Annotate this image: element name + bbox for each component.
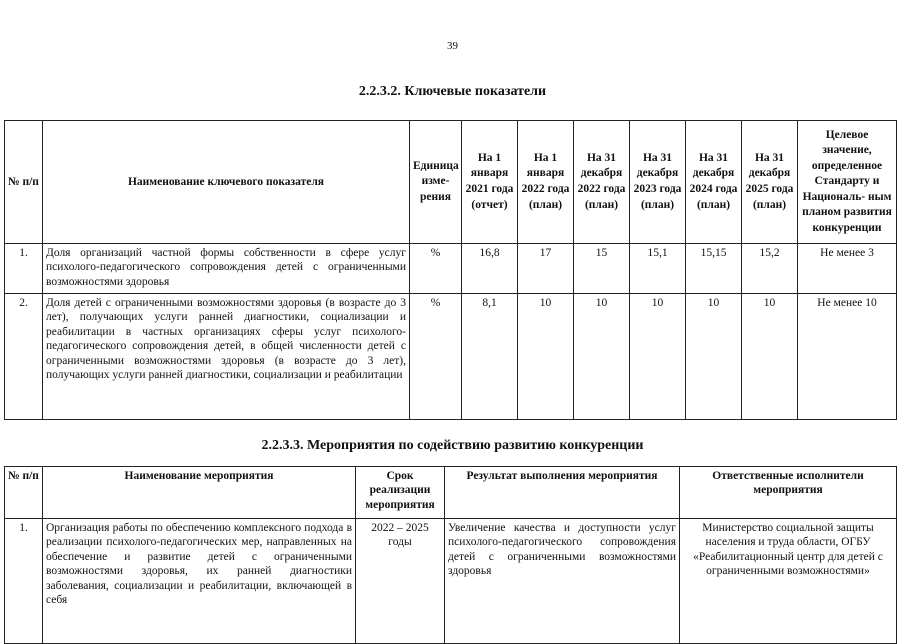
- table-header-row: [5, 467, 897, 519]
- value-2021: 16,8: [462, 244, 518, 294]
- table-row: [5, 244, 897, 294]
- term-cell: 2022 – 2025 годы: [356, 519, 445, 644]
- unit-cell: %: [410, 294, 462, 420]
- table-header-row: [5, 121, 897, 244]
- table-row: [5, 519, 897, 644]
- table-row: [5, 294, 897, 420]
- header-2021: На 1 января 2021 года (отчет): [462, 121, 518, 244]
- header-indicator-name: Наименование ключевого показателя: [43, 121, 410, 244]
- indicator-name: Доля детей с ограниченными возможностями здоровья (в возрасте до 3 лет), получающих услуги ранней диагностики, социализации и реабилитации в частных организациях сферы услуг психолого-педагогического сопровождения детей, в общей численности детей с ограниченными возможностями здоровья (в возрасте до 3 лет), получающих услуги ранней диагностики, социализации и реабилитации: [43, 294, 410, 420]
- header-2022-jan: На 1 января 2022 года (план): [518, 121, 574, 244]
- value-2022-dec: 10: [574, 294, 630, 420]
- header-2023: На 31 декабря 2023 года (план): [630, 121, 686, 244]
- value-2022-jan: 10: [518, 294, 574, 420]
- page-number: 39: [447, 40, 458, 52]
- value-2024: 10: [686, 294, 742, 420]
- row-num: 2.: [5, 294, 43, 420]
- header-responsible: Ответственные исполнители мероприятия: [680, 467, 897, 519]
- value-2025: 10: [742, 294, 798, 420]
- header-result: Результат выполнения мероприятия: [445, 467, 680, 519]
- header-term: Срок реализации мероприятия: [356, 467, 445, 519]
- value-2023: 10: [630, 294, 686, 420]
- indicator-name: Доля организаций частной формы собственности в сфере услуг психолого-педагогического сопровождения детей с ограниченными возможностями здоровья: [43, 244, 410, 294]
- header-num: № п/п: [5, 121, 43, 244]
- unit-cell: %: [410, 244, 462, 294]
- responsible-cell: Министерство социальной защиты населения и труда области, ОГБУ «Реабилитационный центр для детей с ограниченными возможностями»: [680, 519, 897, 644]
- measures-table: [4, 466, 897, 644]
- value-2021: 8,1: [462, 294, 518, 420]
- value-2024: 15,15: [686, 244, 742, 294]
- target-value: Не менее 3: [798, 244, 897, 294]
- row-num: 1.: [5, 244, 43, 294]
- value-2022-jan: 17: [518, 244, 574, 294]
- value-2025: 15,2: [742, 244, 798, 294]
- header-2022-dec: На 31 декабря 2022 года (план): [574, 121, 630, 244]
- section-title-competition-measures: 2.2.3.3. Мероприятия по содействию развитию конкуренции: [261, 438, 644, 453]
- header-unit: Единица изме- рения: [410, 121, 462, 244]
- header-target: Целевое значение, определенное Стандарту и Националь- ным планом развития конкуренции: [798, 121, 897, 244]
- key-indicators-table: [4, 120, 897, 420]
- header-2025: На 31 декабря 2025 года (план): [742, 121, 798, 244]
- measure-name: Организация работы по обеспечению комплексного подхода в реализации психолого-педагогических мер, направленных на обеспечение и развитие детей с ограниченными возможностями здоровья, их ранней диагностики заболевания, социализации и реабилитации, включающей в себя: [43, 519, 356, 644]
- value-2022-dec: 15: [574, 244, 630, 294]
- value-2023: 15,1: [630, 244, 686, 294]
- result-cell: Увеличение качества и доступности услуг психолого-педагогического сопровождения детей с ограниченными возможностями здоровья: [445, 519, 680, 644]
- header-measure-name: Наименование мероприятия: [43, 467, 356, 519]
- header-num: № п/п: [5, 467, 43, 519]
- row-num: 1.: [5, 519, 43, 644]
- header-2024: На 31 декабря 2024 года (план): [686, 121, 742, 244]
- section-title-key-indicators: 2.2.3.2. Ключевые показатели: [358, 84, 547, 99]
- target-value: Не менее 10: [798, 294, 897, 420]
